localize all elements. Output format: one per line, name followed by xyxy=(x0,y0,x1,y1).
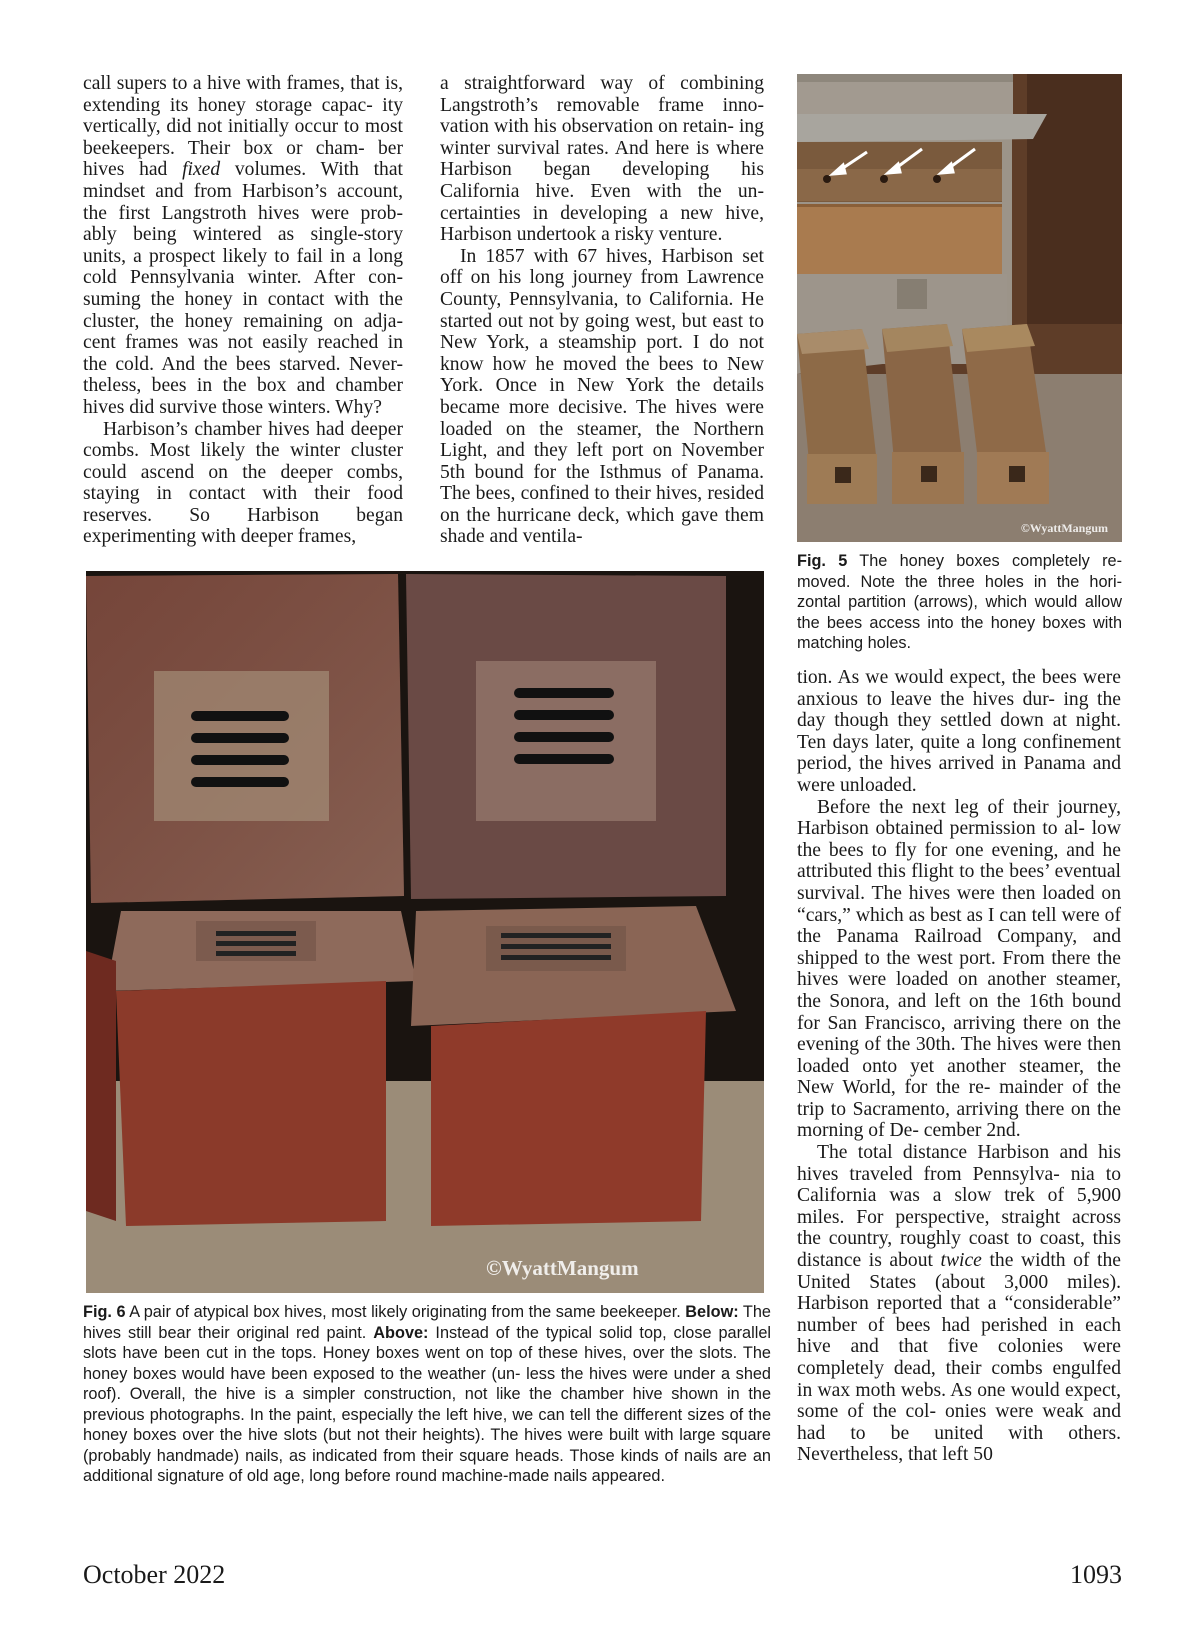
fig6-caption: Fig. 6 A pair of atypical box hives, most likely originating from the same beekeeper. Below: The hives still bear their original red paint. Above: Instead of the typical solid top, close parallel slots have been cut in the tops. Honey boxes went on top of these hives, over the slots. The honey boxes would have been exposed to the weather (un- less the hives were under a shed roof). Overall, the hive is a simpler construction, not like the chamber hive shown in the previous photographs. In the paint, especially the left hive, we can tell the different sizes of the honey boxes over the hive slots (but not their heights). The hives were built with large square (probably handmade) nails, as indicated from their square heads. Those kinds of nails are an additional signature of old age, long before round machine-made nails appeared. xyxy=(83,1303,771,1485)
col3-paragraph-1: tion. As we would expect, the bees were anxious to leave the hives dur- ing the day though they settled down at night. Ten days later, quite a long confinement period, the hives arrived in Panama and were unloaded. xyxy=(797,667,1121,796)
col2-paragraph-2: In 1857 with 67 hives, Harbison set off on his long journey from Lawrence County, Pennsylvania, to California. He started out not by going west, but east to New York, a steamship port. I do not know how he moved the bees to New York. Once in New York the details became more decisive. The hives were loaded on the steamer, the Northern Light, and they left port on November 5th bound for the Isthmus of Panama. The bees, confined to their hives, resided on the hurricane deck, which gave them shade and ventila- xyxy=(440,245,764,548)
hive-left xyxy=(86,911,416,1226)
column-2 xyxy=(440,73,764,548)
fig6-illustration xyxy=(86,571,764,1293)
column-3 xyxy=(797,667,1121,1466)
fig5-label: Fig. 5 xyxy=(797,552,848,570)
page-number: 1093 xyxy=(1070,1560,1122,1589)
fig5-caption: Fig. 5 The honey boxes completely re- moved. Note the three holes in the hori- zontal partition (arrows), which would allow the bees access into the honey boxes with matching holes. xyxy=(797,552,1122,652)
fig5-photo xyxy=(797,74,1122,542)
hive-lid-left xyxy=(86,574,404,903)
col1-paragraph-1: call supers to a hive with frames, that is, extending its honey storage capac- ity vertically, did not initially occur to most beekeepers. Their box or cham- ber hives had fixed volumes. With that mindset and from Harbison’s account, the first Langstroth hives were prob- ably being wintered as single-story units, a prospect likely to fail in a long cold Pennsylvania winter. After con- suming the honey in contact with the cluster, the honey remaining on adja- cent frames was not easily reached in the cold. And the bees starved. Never- theless, bees in the box and chamber hives did survive those winters. Why? xyxy=(83,73,403,418)
column-1 xyxy=(83,73,403,548)
hive-lid-right xyxy=(406,574,726,899)
hive-right xyxy=(411,906,736,1226)
fig6-photo xyxy=(86,571,764,1293)
footer-date: October 2022 xyxy=(83,1560,226,1589)
col2-paragraph-1: a straightforward way of combining Langstroth’s removable frame inno- vation with his observation on retain- ing winter survival rates. And here is where Harbison began developing his California hive. Even with the un- certainties in developing a new hive, Harbison undertook a risky venture. xyxy=(440,73,764,246)
fig6-label: Fig. 6 xyxy=(83,1303,126,1321)
fig5-illustration xyxy=(797,74,1122,542)
col3-paragraph-3: The total distance Harbison and his hives traveled from Pennsylva- nia to California was a slow trek of 5,900 miles. For perspective, straight across the country, roughly coast to coast, this distance is about twice the width of the United States (about 3,000 miles). Harbison reported that a “considerable” number of bees had perished in each hive and that five colonies were completely dead, their combs engulfed in wax moth webs. As one would expect, some of the col- onies were weak and had to be united with others. Nevertheless, that left 50 xyxy=(797,1142,1121,1466)
fig6-watermark: ©WyattMangum xyxy=(486,1256,639,1280)
fig5-watermark: ©WyattMangum xyxy=(1020,521,1108,535)
col3-paragraph-2: Before the next leg of their journey, Harbison obtained permission to al- low the bees to fly for one evening, and he attributed this flight to the bees’ eventual survival. The hives were then loaded on “cars,” which as best as I can tell were of the Panama Railroad Company, and shipped to the west port. From there the hives were loaded on another steamer, the Sonora, and left on the 16th bound for San Francisco, arriving there on the evening of the 30th. The hives were then loaded onto yet another steamer, the New World, for the re- mainder of the trip to Sacramento, arriving there on the morning of De- cember 2nd. xyxy=(797,796,1121,1142)
col1-paragraph-2: Harbison’s chamber hives had deeper combs. Most likely the winter cluster could ascend on the deeper combs, staying in contact with their food reserves. So Harbison began experimenting with deeper frames, xyxy=(83,418,403,548)
